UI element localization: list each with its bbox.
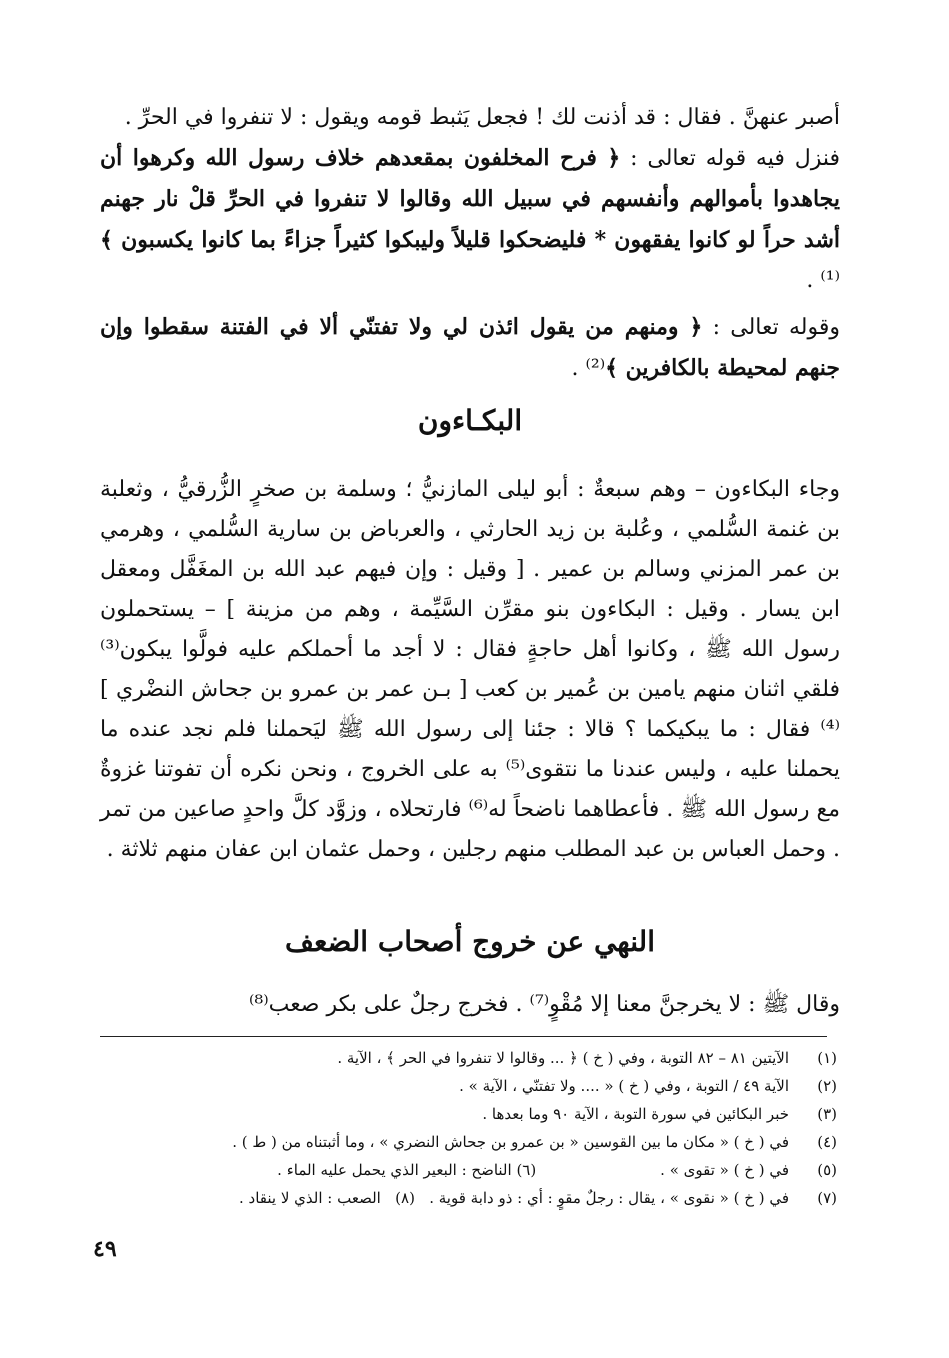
- opening-text: [100, 98, 840, 389]
- section-heading-weepers: البكـاءون: [417, 404, 523, 437]
- paragraph-last: وقال ﷺ : لا يخرجنَّ معنا إلا مُقْوٍ⁽⁷⁾ . فخرج رجلٌ على بكر صعب⁽⁸⁾: [248, 992, 840, 1017]
- footnote-text: في ( خ ) « مكان ما بين القوسين « بن عمرو بن جحاش النضري » ، وما أثبتناه من ( ط ) .: [232, 1133, 789, 1151]
- weepers-section: [100, 470, 840, 870]
- footnotes-list: [80, 1044, 837, 1212]
- footnote-number: (٢): [817, 1077, 837, 1095]
- footnote-item: [80, 1044, 837, 1072]
- footnote-text: خبر البكائين في سورة التوبة ، الآية ٩٠ وما بعدها .: [482, 1105, 789, 1123]
- footnote-item: [80, 1100, 837, 1128]
- footnote-text: الآيتين ٨١ – ٨٢ التوبة ، وفي ( خ ) ﴿ ... وقالوا لا تنفروا في الحر ﴾ ، الآية .: [337, 1049, 789, 1067]
- footnote-item: [80, 1156, 837, 1184]
- paragraph-weepers: وجاء البكاءون – وهم سبعةٌ : أبو ليلى المازنيُّ ؛ وسلمة بن صخرٍ الزُّرقيُّ ، وثعلبة بن غنمة السُّلمي ، وعُلبة بن زيد الحارثي ، والعرباض بن سارية السُّلمي ، وهرمي بن عمر المزني وسالم بن عمير . [ وقيل : وإن فيهم عبد الله بن المغَفَّل ومعقل ابن يسار . وقيل : البكاءون بنو مقرِّن السَّيِّمة ، وهم من مزينة ] – يستحملون رسول الله ﷺ ، وكانوا أهل حاجةٍ فقال : لا أجد ما أحملكم عليه فولَّوا يبكون⁽³⁾ فلقي اثنان منهم يامين بن عُمير بن كعب [ بـن عمر بن عمرو بن جحاش النضْري ]⁽⁴⁾ فقال : ما يبكيكما ؟ قالا : جئنا إلى رسول الله ﷺ ليَحملنا فلم نجد عنده ما يحملنا عليه ، وليس عندنا ما نتقوى⁽⁵⁾ به على الخروج ، ونحن نكره أن تفوتنا غزوةٌ مع رسول الله ﷺ . فأعطاهما ناضحاً له⁽⁶⁾ فارتحلاه ، وزوَّد كلَّ واحدٍ صاعين من تمر . وحمل العباس بن عبد المطلب منهم رجلين ، وحمل عثمان ابن عفان منهم ثلاثة .: [100, 477, 841, 862]
- quran-quote-2: ﴿ ومنهم من يقول ائذن لي ولا تفتنّي ألا في الفتنة سقطوا وإن جنهم لمحيطة بالكافرين ﴾: [100, 314, 840, 381]
- paragraph-3: [100, 307, 840, 389]
- footnote-ref-2: ⁽²⁾ .: [571, 356, 606, 381]
- footnote-ref-1: ⁽¹⁾ .: [806, 268, 840, 293]
- paragraph-2: [100, 138, 840, 301]
- footnote-text: في ( خ ) « نقوى » ، يقال : رجلٌ مقوٍ : أي : ذو دابة قوية . (٨) الصعب : الذي لا ينقاد .: [239, 1189, 789, 1207]
- paragraph-2-lead: فنزل فيه قوله تعالى :: [620, 146, 840, 171]
- footnote-item: [80, 1128, 837, 1156]
- footnote-item: [80, 1072, 837, 1100]
- prohibition-section: [100, 985, 840, 1025]
- section-heading-prohibition: النهي عن خروج أصحاب الضعف: [285, 925, 655, 958]
- footnote-item: [80, 1184, 837, 1212]
- page-number: ٤٩: [93, 1236, 117, 1262]
- footnote-number: (٣): [817, 1105, 837, 1123]
- footnote-number: (٤): [817, 1133, 837, 1151]
- footnote-number: (١): [817, 1049, 837, 1067]
- footnote-number: (٥): [817, 1161, 837, 1179]
- paragraph-3-lead: وقوله تعالى :: [702, 315, 840, 340]
- footnote-number: (٧): [817, 1189, 837, 1207]
- paragraph-1-text: أصبر عنهنَّ . فقال : قد أذنت لك ! فجعل يَثبط قومه ويقول : لا تنفروا في الحرِّ .: [124, 105, 840, 130]
- quran-quote-1: ﴿ فرح المخلفون بمقعدهم خلاف رسول الله وكرهوا أن يجاهدوا بأموالهم وأنفسهم في سبيل الله وقالوا لا تنفروا في الحرِّ قلْ نار جهنم أشد حراً لو كانوا يفقهون * فليضحكوا قليلاً وليبكوا كثيراً جزاءً بما كانوا يكسبون ﴾: [100, 145, 840, 253]
- footnote-divider: [100, 1036, 827, 1037]
- footnote-text: في ( خ ) « تقوى » . (٦) الناضح : البعير الذي يحمل عليه الماء .: [277, 1161, 789, 1179]
- footnote-text: الآية ٤٩ / التوبة ، وفي ( خ ) « .... ولا تفتنّي ، الآية » .: [459, 1077, 789, 1095]
- paragraph-1: [100, 98, 840, 138]
